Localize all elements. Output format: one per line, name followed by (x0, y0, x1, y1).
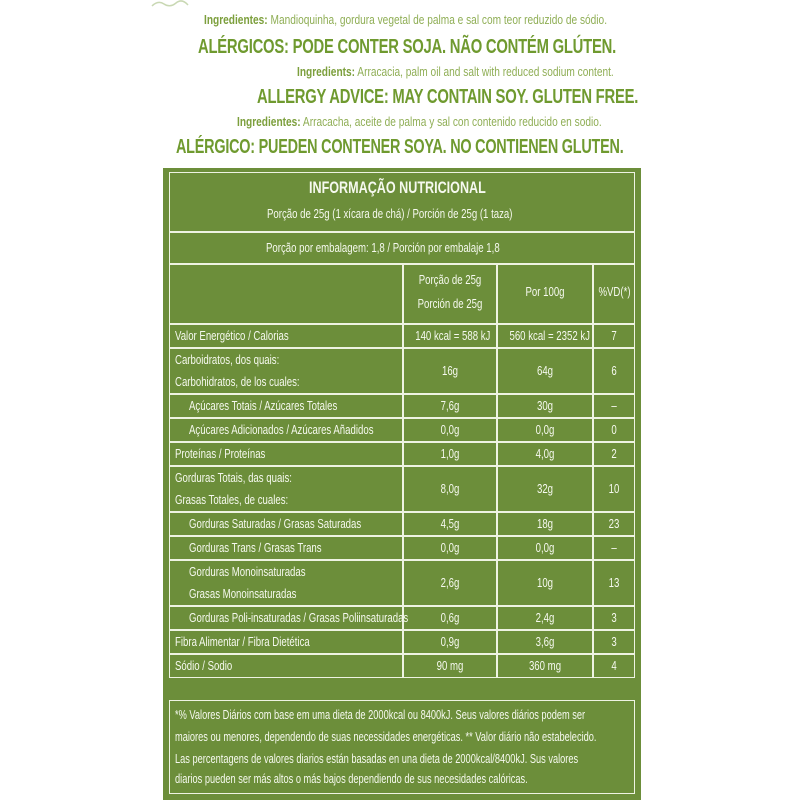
portion-value: 0,9g (440, 634, 460, 649)
column-per-100g: Por 100g (525, 284, 565, 299)
portion-value: 8,0g (440, 481, 460, 496)
portion-value: 140 kcal = 588 kJ (415, 328, 491, 343)
table-header-cell (169, 264, 403, 324)
nutrient-label-es: Carbohidratos, de los cuales: (175, 374, 300, 389)
daily-value-percent: 10 (608, 481, 620, 496)
nutrient-label: Gorduras Trans / Grasas Trans (189, 540, 322, 555)
nutrient-label: Gorduras Monoinsaturadas (189, 564, 306, 579)
per-100g-value: 64g (536, 363, 554, 378)
portion-value: 4,5g (440, 516, 460, 531)
daily-value-percent: 23 (608, 516, 620, 531)
nutrient-label: Açúcares Adicionados / Azúcares Añadidos (189, 422, 374, 437)
nutrient-label: Proteínas / Proteínas (175, 446, 266, 461)
nutrient-label: Açúcares Totais / Azúcares Totales (189, 398, 338, 413)
allergens-es: ALÉRGICO: PUEDEN CONTENER SOYA. NO CONTIENEN GLUTEN. (176, 136, 624, 158)
per-100g-value: 4,0g (535, 446, 555, 461)
daily-value-percent: 6 (611, 363, 617, 378)
per-100g-value: 0,0g (535, 540, 555, 555)
nutrient-label-es: Grasas Totales, de cuales: (175, 492, 289, 507)
nutrient-label: Gorduras Poli-insaturadas / Grasas Poliinsaturadas (189, 610, 409, 625)
daily-value-percent: 3 (611, 634, 617, 649)
daily-value-percent: 0 (611, 422, 617, 437)
nutrient-label: Gorduras Totais, das quais: (175, 470, 292, 485)
ingredients-pt: Ingredientes: Mandioquinha, gordura vegetal de palma e sal com teor reduzido de sódio. (204, 12, 608, 27)
nutrient-label: Gorduras Saturadas / Grasas Saturadas (189, 516, 362, 531)
daily-value-percent: 13 (608, 575, 620, 590)
daily-value-percent: – (611, 398, 617, 413)
portion-value: 2,6g (440, 575, 460, 590)
nutrient-label: Carboidratos, dos quais: (175, 352, 280, 367)
nutrient-label: Valor Energético / Calorias (175, 328, 289, 343)
nutrient-label: Sódio / Sodio (175, 658, 233, 673)
ingredients-section (0, 0, 800, 160)
portion-value: 7,6g (440, 398, 460, 413)
portion-value: 0,0g (440, 422, 460, 437)
allergens-pt: ALÉRGICOS: PODE CONTER SOJA. NÃO CONTÉM GLÚTEN. (198, 36, 616, 58)
per-100g-value: 30g (536, 398, 554, 413)
daily-value-percent: 3 (611, 610, 617, 625)
column-portion-pt: Porção de 25g (418, 272, 482, 287)
footnote-line-2: maiores ou menores, dependendo de suas necessidades energéticas. ** Valor diário não estabelecido. (175, 730, 597, 744)
daily-value-percent: 7 (611, 328, 617, 343)
ingredients-en: Ingredients: Arracacia, palm oil and salt with reduced sodium content. (297, 64, 614, 79)
column-portion-es: Porción de 25g (417, 296, 483, 311)
portion-value: 0,0g (440, 540, 460, 555)
per-100g-value: 10g (536, 575, 554, 590)
serving-size: Porção de 25g (1 xícara de chá) / Porción de 25g (1 taza) (267, 206, 513, 221)
leaf-fragment-icon (150, 0, 190, 8)
allergens-en: ALLERGY ADVICE: MAY CONTAIN SOY. GLUTEN FREE. (257, 86, 639, 108)
portion-value: 90 mg (436, 658, 464, 673)
nutrient-label: Fibra Alimentar / Fibra Dietética (175, 634, 310, 649)
servings-per-pack: Porção por embalagem: 1,8 / Porción por embalaje 1,8 (266, 240, 500, 255)
per-100g-value: 360 mg (528, 658, 562, 673)
per-100g-value: 3,6g (535, 634, 555, 649)
nutrient-label-es: Grasas Monoinsaturadas (189, 586, 297, 601)
per-100g-value: 18g (536, 516, 554, 531)
footnote-line-4: diarios pueden ser más altos o más bajos dependiendo de sus necesidades calóricas. (175, 772, 528, 786)
portion-value: 0,6g (440, 610, 460, 625)
nutrition-facts-panel (163, 168, 641, 800)
portion-value: 1,0g (440, 446, 460, 461)
daily-value-percent: 4 (611, 658, 617, 673)
per-100g-value: 560 kcal = 2352 kJ (509, 328, 590, 343)
per-100g-value: 32g (536, 481, 554, 496)
column-daily-value: %VD(*) (598, 284, 631, 299)
ingredients-es: Ingredientes: Arracacha, aceite de palma y sal con contenido reducido en sodio. (237, 114, 602, 129)
per-100g-value: 2,4g (535, 610, 555, 625)
per-100g-value: 0,0g (535, 422, 555, 437)
nutrition-title: INFORMAÇÃO NUTRICIONAL (309, 178, 486, 197)
daily-value-percent: 2 (611, 446, 617, 461)
portion-value: 16g (441, 363, 459, 378)
footnote-line-3: Las percentagens de valores diarios están basadas en una dieta de 2000kcal/8400kJ. Sus valores (175, 752, 579, 766)
daily-value-percent: – (611, 540, 617, 555)
footnote-line-1: *% Valores Diários com base em uma dieta de 2000kcal ou 8400kJ. Seus valores diários podem ser (175, 708, 586, 722)
